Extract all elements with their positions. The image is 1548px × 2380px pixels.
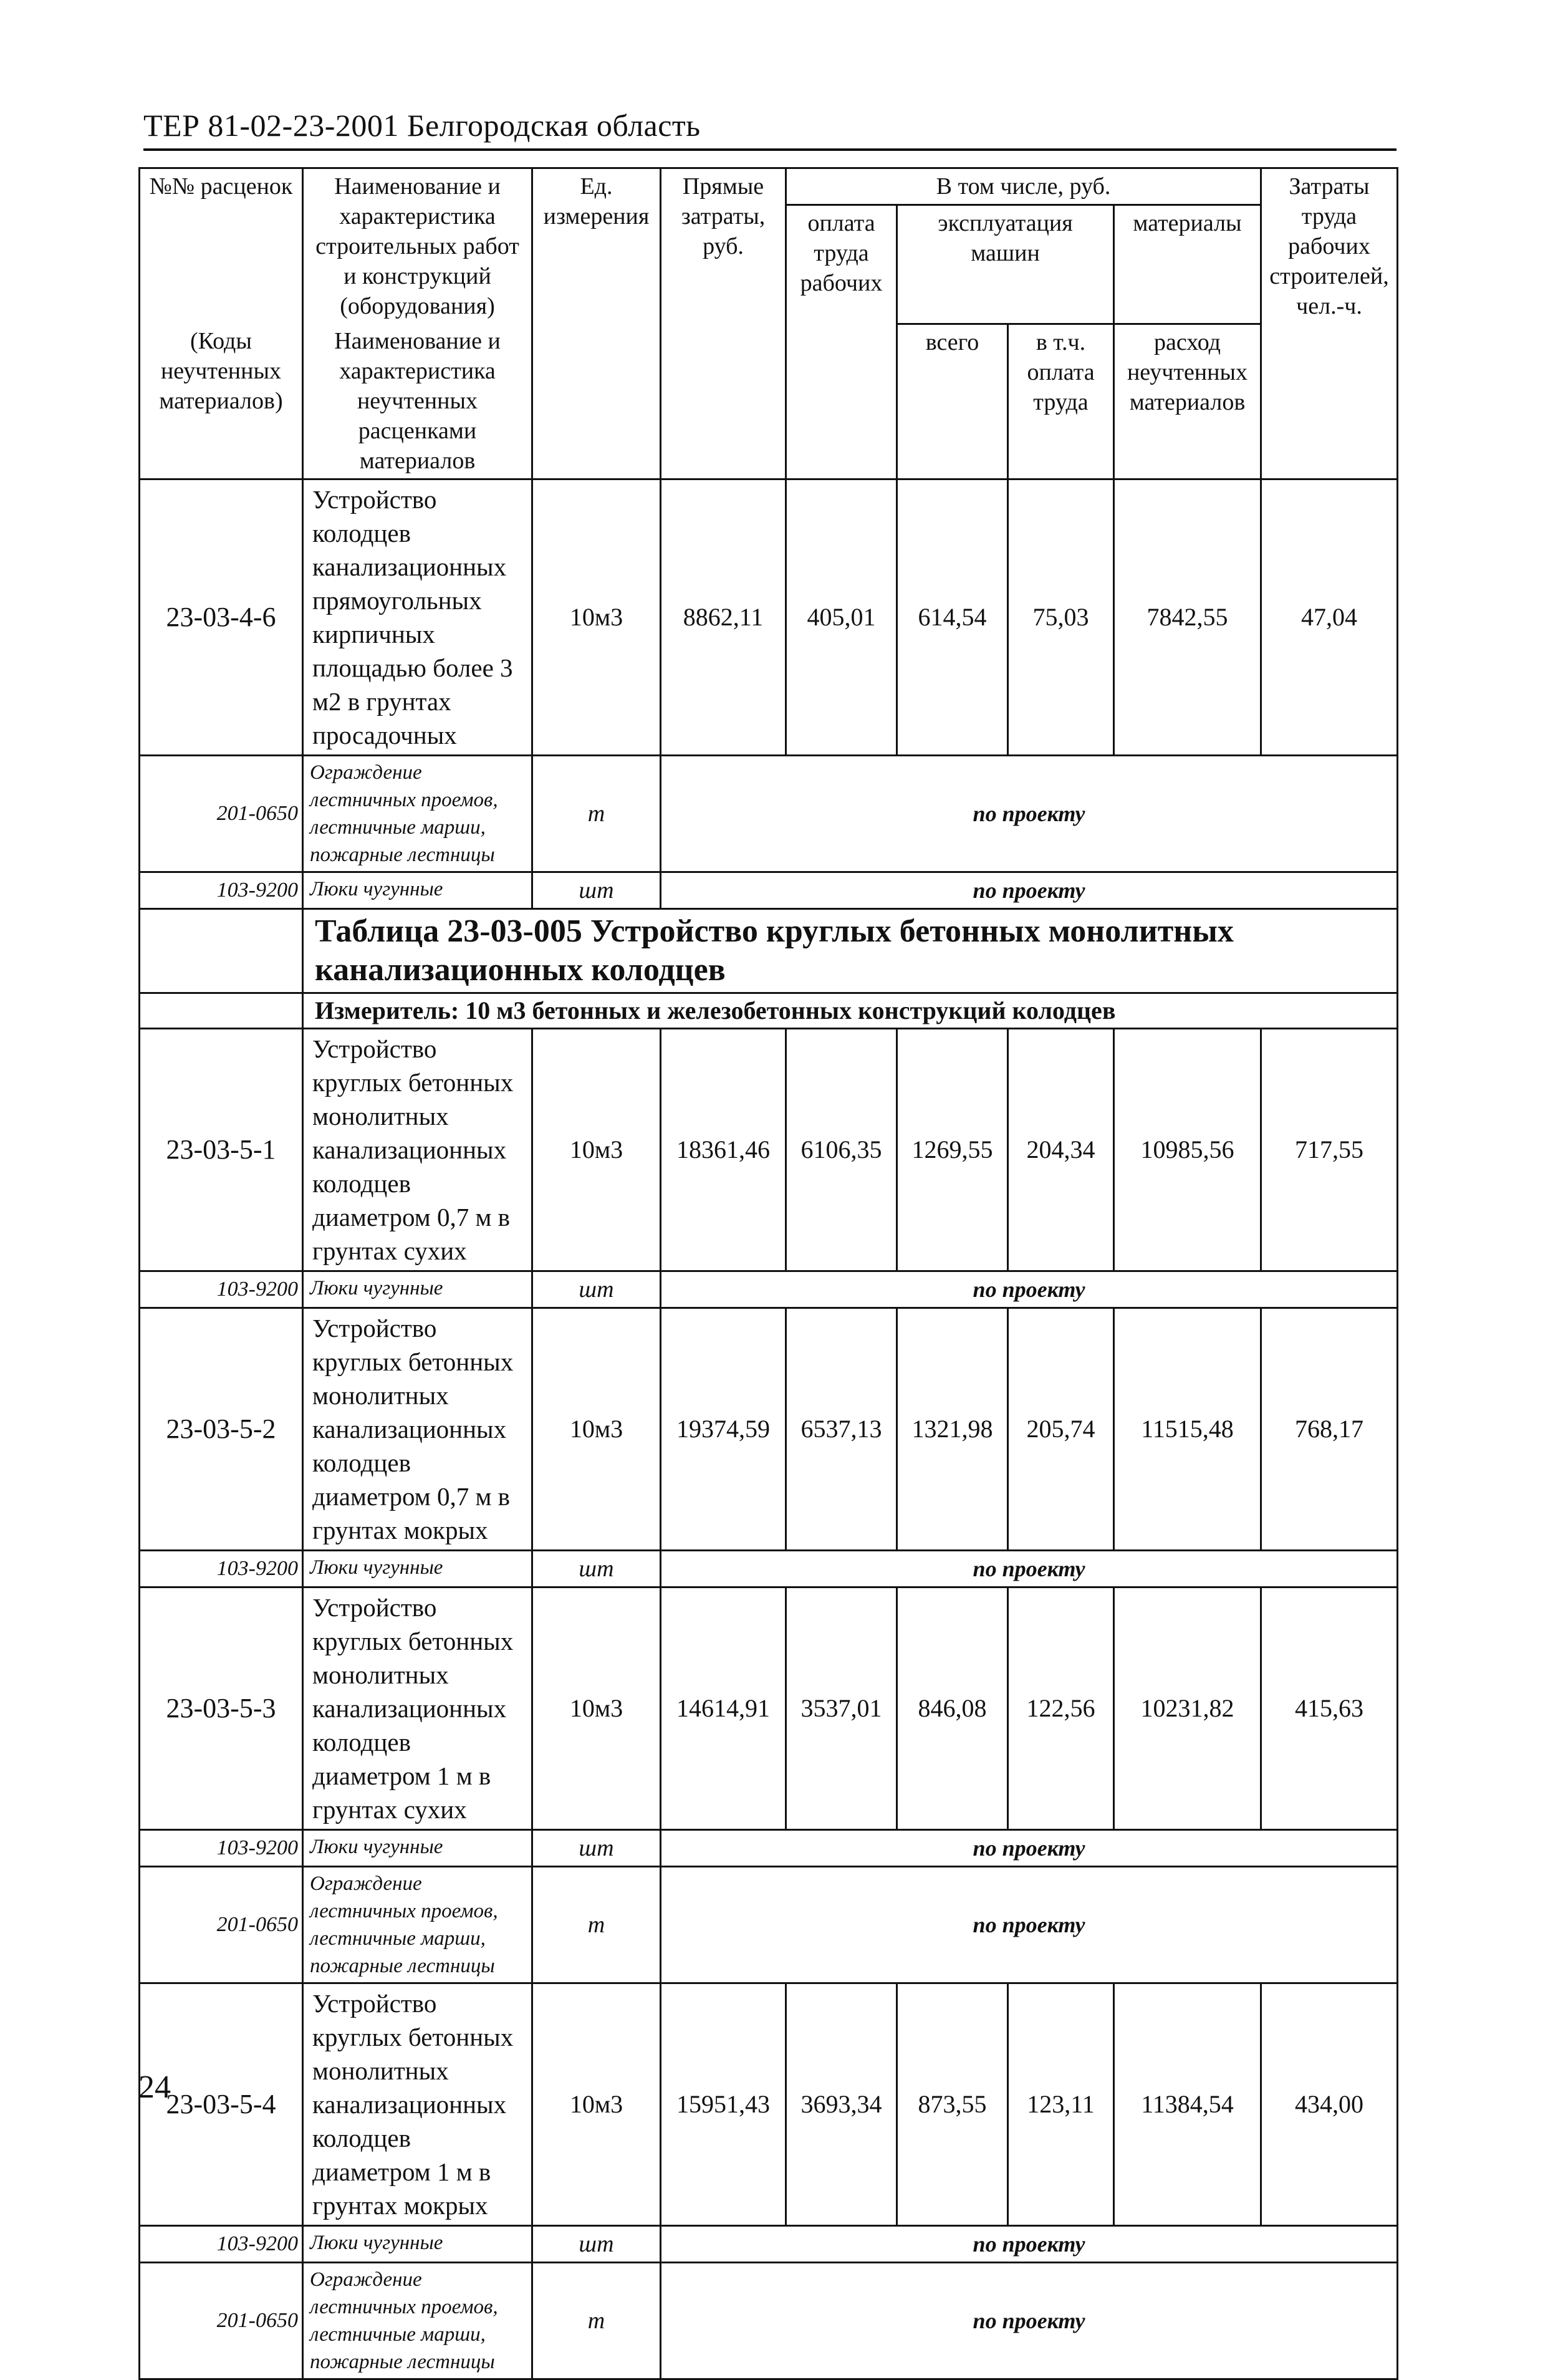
rate-name: Устройство круглых бетонных монолитных канализационных колодцев диаметром 1 м в грунтах сухих <box>303 1587 532 1830</box>
rate-direct: 8862,11 <box>661 479 786 756</box>
rate-unit: 10м3 <box>532 1587 661 1830</box>
material-note: по проекту <box>661 1830 1398 1867</box>
rate-labor: 717,55 <box>1261 1029 1398 1271</box>
rate-code: 23-03-5-2 <box>140 1308 303 1551</box>
material-unit: шт <box>532 1271 661 1308</box>
col-header-materials: материалы <box>1114 205 1261 324</box>
rate-machine-wages: 204,34 <box>1008 1029 1114 1271</box>
material-code: 201-0650 <box>140 2263 303 2379</box>
page-number: 24 <box>138 2069 171 2105</box>
rate-name: Устройство круглых бетонных монолитных канализационных колодцев диаметром 0,7 м в грунтах сухих <box>303 1029 532 1271</box>
material-code: 103-9200 <box>140 872 303 909</box>
rate-machines: 873,55 <box>897 1983 1008 2226</box>
material-note: по проекту <box>661 872 1398 909</box>
rate-materials: 7842,55 <box>1114 479 1261 756</box>
material-note: по проекту <box>661 2263 1398 2379</box>
measure-unit: Измеритель: 10 м3 бетонных и железобетонных конструкций колодцев <box>303 993 1398 1029</box>
rate-name: Устройство круглых бетонных монолитных канализационных колодцев диаметром 0,7 м в грунтах мокрых <box>303 1308 532 1551</box>
document-header: ТЕР 81-02-23-2001 Белгородская область <box>143 108 701 143</box>
col-header-machines-total: всего <box>897 324 1008 479</box>
rate-direct: 15951,43 <box>661 1983 786 2226</box>
measure-left-cell <box>140 993 303 1029</box>
rate-machine-wages: 205,74 <box>1008 1308 1114 1551</box>
material-code: 103-9200 <box>140 2226 303 2263</box>
col-header-machines: эксплуатация машин <box>897 205 1114 324</box>
material-unit: шт <box>532 1551 661 1587</box>
rate-name: Устройство колодцев канализационных прямоугольных кирпичных площадью более 3 м2 в грунтах просадочных <box>303 479 532 756</box>
header-rule <box>143 148 1397 151</box>
rate-machines: 1321,98 <box>897 1308 1008 1551</box>
material-unit: т <box>532 2263 661 2379</box>
rate-name: Устройство круглых бетонных монолитных канализационных колодцев диаметром 1 м в грунтах мокрых <box>303 1983 532 2226</box>
table-title: Таблица 23-03-005 Устройство круглых бетонных монолитных канализационных колодцев <box>303 909 1398 993</box>
material-unit: т <box>532 756 661 872</box>
rate-machine-wages: 122,56 <box>1008 1587 1114 1830</box>
material-note: по проекту <box>661 1867 1398 1983</box>
material-unit: шт <box>532 2226 661 2263</box>
rate-labor: 47,04 <box>1261 479 1398 756</box>
col-header-code: №№ расценок <box>140 168 303 324</box>
col-header-labor: Затраты труда рабочих строителей, чел.-ч. <box>1261 168 1398 479</box>
rate-wages: 3537,01 <box>786 1587 897 1830</box>
rate-unit: 10м3 <box>532 1983 661 2226</box>
col-header-name: Наименование и характеристика строительных работ и конструкций (оборудования) <box>303 168 532 324</box>
material-name: Люки чугунные <box>303 1551 532 1587</box>
rates-table <box>138 167 1398 2380</box>
material-name: Люки чугунные <box>303 872 532 909</box>
material-code: 201-0650 <box>140 1867 303 1983</box>
rate-machines: 1269,55 <box>897 1029 1008 1271</box>
col-header-direct: Прямые затраты, руб. <box>661 168 786 479</box>
rate-code: 23-03-5-3 <box>140 1587 303 1830</box>
material-note: по проекту <box>661 1551 1398 1587</box>
rate-code: 23-03-4-6 <box>140 479 303 756</box>
rate-wages: 6537,13 <box>786 1308 897 1551</box>
material-note: по проекту <box>661 2226 1398 2263</box>
material-code: 201-0650 <box>140 756 303 872</box>
material-code: 103-9200 <box>140 1830 303 1867</box>
rate-code: 23-03-5-1 <box>140 1029 303 1271</box>
rate-unit: 10м3 <box>532 1029 661 1271</box>
material-name: Ограждение лестничных проемов, лестничные марши, пожарные лестницы <box>303 1867 532 1983</box>
col-header-materials-sub: расход неучтенных материалов <box>1114 324 1261 479</box>
rate-wages: 405,01 <box>786 479 897 756</box>
rate-wages: 6106,35 <box>786 1029 897 1271</box>
material-unit: т <box>532 1867 661 1983</box>
col-header-wages: оплата труда рабочих <box>786 205 897 479</box>
col-header-name-sub: Наименование и характеристика неучтенных расценками материалов <box>303 324 532 479</box>
material-code: 103-9200 <box>140 1271 303 1308</box>
rate-materials: 11384,54 <box>1114 1983 1261 2226</box>
material-note: по проекту <box>661 756 1398 872</box>
material-unit: шт <box>532 1830 661 1867</box>
rate-unit: 10м3 <box>532 479 661 756</box>
col-header-machines-wages: в т.ч. оплата труда <box>1008 324 1114 479</box>
material-name: Люки чугунные <box>303 1271 532 1308</box>
material-name: Ограждение лестничных проемов, лестничные марши, пожарные лестницы <box>303 756 532 872</box>
rate-materials: 10231,82 <box>1114 1587 1261 1830</box>
rate-machine-wages: 75,03 <box>1008 479 1114 756</box>
rate-direct: 18361,46 <box>661 1029 786 1271</box>
col-header-including: В том числе, руб. <box>786 168 1261 205</box>
rate-labor: 415,63 <box>1261 1587 1398 1830</box>
rate-materials: 11515,48 <box>1114 1308 1261 1551</box>
rate-materials: 10985,56 <box>1114 1029 1261 1271</box>
rate-labor: 434,00 <box>1261 1983 1398 2226</box>
material-name: Люки чугунные <box>303 1830 532 1867</box>
title-left-cell <box>140 909 303 993</box>
rate-labor: 768,17 <box>1261 1308 1398 1551</box>
rate-machines: 846,08 <box>897 1587 1008 1830</box>
material-name: Люки чугунные <box>303 2226 532 2263</box>
rate-wages: 3693,34 <box>786 1983 897 2226</box>
col-header-code-sub: (Коды неучтенных материалов) <box>140 324 303 479</box>
col-header-unit: Ед. измерения <box>532 168 661 479</box>
rate-machines: 614,54 <box>897 479 1008 756</box>
rate-unit: 10м3 <box>532 1308 661 1551</box>
rate-direct: 14614,91 <box>661 1587 786 1830</box>
rate-direct: 19374,59 <box>661 1308 786 1551</box>
material-name: Ограждение лестничных проемов, лестничные марши, пожарные лестницы <box>303 2263 532 2379</box>
material-unit: шт <box>532 872 661 909</box>
rate-code: 23-03-5-4 <box>140 1983 303 2226</box>
material-code: 103-9200 <box>140 1551 303 1587</box>
rate-machine-wages: 123,11 <box>1008 1983 1114 2226</box>
material-note: по проекту <box>661 1271 1398 1308</box>
